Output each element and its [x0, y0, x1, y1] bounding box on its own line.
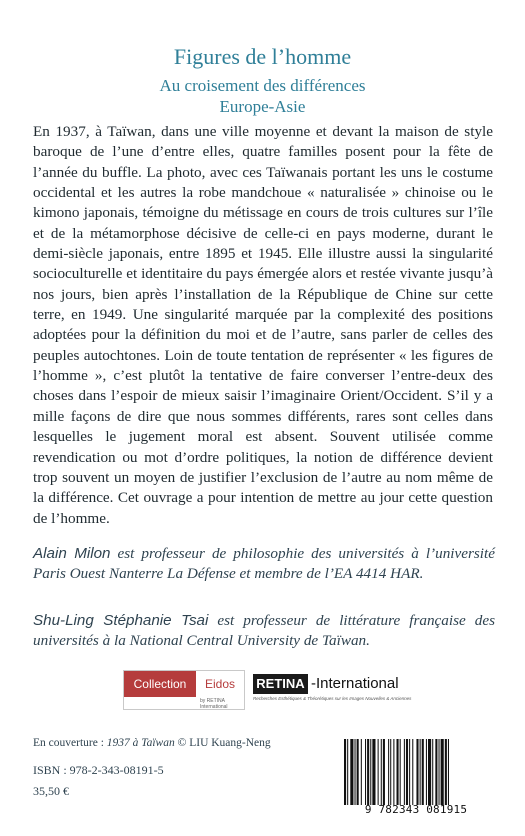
barcode-bar — [428, 739, 431, 805]
barcode-bar — [397, 739, 399, 805]
barcode-bar — [383, 739, 385, 805]
author-bio-2-text: est professeur de littérature française des universités à la National Central University de Taïwan. — [33, 612, 496, 650]
collection-sub: by RETINA International — [200, 698, 228, 710]
retina-tagline: Recherches Esthétiques & Théorétiques sur les Images Nouvelles & Anciennes — [253, 696, 412, 701]
barcode-bar — [441, 739, 444, 805]
barcode-bar — [393, 739, 394, 805]
subtitle-line-2: Europe-Asie — [219, 97, 306, 116]
barcode-bar — [404, 739, 405, 805]
blurb-text: En 1937, à Taïwan, dans une ville moyenne et devant la maison de style baroque de l’une d’entre elles, quatre familles posent pour la fête de l’année du buffle. La photo, avec ces Taïwanais portant les uns le costume occidental et les autres la robe mandchoue « naturalisée » chinoise ou le kimono japonais, témoigne du métissage en cours de trois cultures sur l’île et de la métamorphose décisive de celle-ci en pays moderne, durant le demi-siècle japonais, entre 1895 et 1945. Elle illustre aussi la singularité socioculturelle et identitaire du pays émergée alors et restée vivante jusqu’à nos jours, bien après l’installation de la République de Chine sur cette terre, en 1949. Une singularité marquée par la complexité des positions adoptées pour la définition du moi et de l’autre, sans parler de celles des peuples autochtones. Loin de toute tentation de représenter « les figures de l’homme », c’est plutôt la tentative de faire converser l’entre-deux des choses dans l’espoir de mieux saisir l’imaginaire Orient/Occident. S’il y a mille façons de dire que nous sommes différents, rares sont celles dans lesquelles le jugement moral est absent. Souvent utilisée comme revendication ou mot d’ordre politiques, la notion de différence devient trop souvent un moyen de justifier l’exclusion de l’autre au nom même de la différence. Cet ouvrage a pour intention de mettre au jour cette question de l’homme. — [33, 123, 493, 527]
author-bio-1 — [33, 544, 495, 585]
barcode-bar — [378, 739, 379, 805]
author-name-1: Alain Milon — [33, 545, 111, 562]
barcode-bar — [422, 739, 424, 805]
barcode-bar — [350, 739, 353, 805]
barcode-bar — [416, 739, 418, 805]
barcode-bar — [439, 739, 440, 805]
barcode-bar — [426, 739, 427, 805]
barcode-bar — [388, 739, 389, 805]
barcode-bar — [406, 739, 408, 805]
author-name-2: Shu-Ling Stéphanie Tsai — [33, 612, 209, 629]
barcode-bar — [365, 739, 366, 805]
cover-credit-author: © LIU Kuang-Neng — [174, 737, 271, 749]
barcode-bar — [357, 739, 359, 805]
retina-international-logo — [253, 674, 413, 708]
barcode-bar — [409, 739, 410, 805]
barcode-bar — [372, 739, 375, 805]
retina-international-text: -International — [311, 675, 399, 692]
author-bio-1-text: est professeur de philosophie des universités à l’université Paris Ouest Nanterre La Défense et membre de l’EA 4414 HAR. — [33, 545, 495, 583]
barcode-bar — [370, 739, 371, 805]
barcode-bar — [445, 739, 447, 805]
author-bio-2 — [33, 611, 495, 652]
cover-credit-prefix: En couverture : — [33, 737, 107, 749]
barcode-bar — [420, 739, 421, 805]
subtitle-line-1: Au croisement des différences — [159, 76, 366, 95]
barcode-bar — [355, 739, 356, 805]
barcode-bar — [435, 739, 437, 805]
barcode-bar — [361, 739, 362, 805]
collection-name: Eidos — [204, 677, 236, 691]
cover-credit — [33, 737, 271, 749]
cover-credit-work: 1937 à Taïwan — [106, 737, 175, 749]
barcode-bar — [400, 739, 401, 805]
barcode-bar — [381, 739, 382, 805]
book-subtitle — [0, 75, 525, 117]
isbn: ISBN : 978-2-343-08191-5 — [33, 763, 164, 777]
retina-box: RETINA — [253, 674, 308, 694]
barcode-digits: 9 782343 081915 — [364, 803, 468, 816]
barcode-bar — [344, 739, 346, 805]
collection-eidos-logo — [123, 670, 245, 710]
book-title: Figures de l’homme — [173, 44, 352, 69]
collection-label: Collection — [124, 671, 196, 697]
barcode-bar — [367, 739, 369, 805]
price: 35,50 € — [33, 784, 69, 798]
barcode-bar — [432, 739, 433, 805]
barcode-bar — [390, 739, 391, 805]
barcode-bar — [412, 739, 413, 805]
barcode-bar — [347, 739, 348, 805]
barcode-bar — [448, 739, 449, 805]
